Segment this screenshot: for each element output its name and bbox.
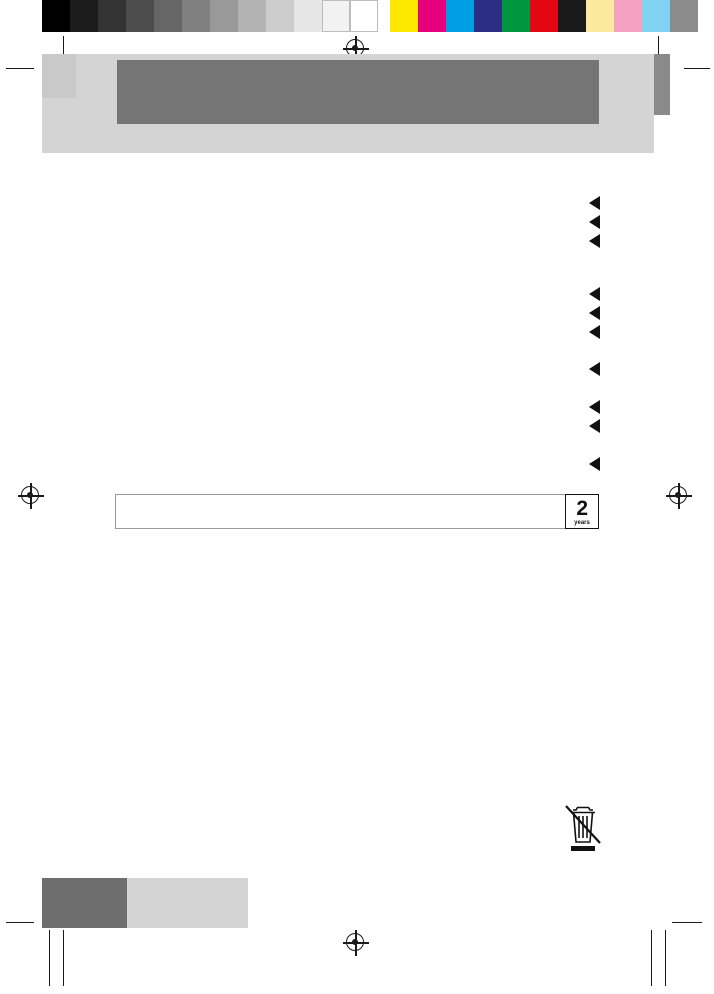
warranty-badge	[565, 494, 599, 529]
color-swatch	[502, 0, 530, 32]
registration-center-dot	[675, 492, 681, 498]
warranty-badge-unit: years	[574, 519, 590, 526]
color-swatch	[670, 0, 698, 32]
strip-gap	[378, 0, 390, 32]
arrow-left-icon	[589, 215, 600, 229]
color-swatch	[238, 0, 266, 32]
arrow-left-icon	[589, 306, 600, 320]
color-swatch	[614, 0, 642, 32]
registration-mark-left	[18, 483, 44, 509]
arrow-left-icon	[589, 457, 600, 471]
registration-center-dot	[352, 45, 358, 51]
color-swatch	[558, 0, 586, 32]
color-swatch	[42, 0, 70, 32]
color-swatch	[266, 0, 294, 32]
header-tab-right	[654, 54, 670, 115]
weee-bin-icon	[563, 803, 603, 855]
color-swatch	[350, 0, 378, 32]
color-swatch	[474, 0, 502, 32]
color-swatch	[322, 0, 350, 32]
crop-mark-bottom-left-vertical	[49, 930, 50, 986]
crop-mark-bottom-right-vertical-2	[665, 930, 666, 986]
header-tab-left	[42, 54, 76, 98]
arrow-left-icon	[589, 234, 600, 248]
color-swatch	[418, 0, 446, 32]
crop-mark-bottom-right-vertical	[651, 930, 652, 986]
arrow-left-icon	[589, 362, 600, 376]
registration-mark-bottom	[343, 930, 369, 956]
color-swatch	[154, 0, 182, 32]
registration-center-dot	[27, 492, 33, 498]
color-swatch	[98, 0, 126, 32]
color-swatch	[70, 0, 98, 32]
color-calibration-strip	[42, 0, 698, 32]
arrow-left-icon	[589, 419, 600, 433]
color-swatch	[642, 0, 670, 32]
color-swatch	[126, 0, 154, 32]
crop-mark-bottom-left-vertical-2	[63, 930, 64, 986]
registration-center-dot	[352, 939, 358, 945]
header-title-block	[117, 60, 599, 124]
color-swatch	[586, 0, 614, 32]
color-swatch	[390, 0, 418, 32]
arrow-left-icon	[589, 287, 600, 301]
arrow-left-icon	[589, 196, 600, 210]
crop-mark-left-bottom-horizontal	[6, 922, 34, 923]
arrow-left-icon	[589, 400, 600, 414]
warranty-badge-number: 2	[576, 496, 588, 520]
crop-mark-left-top-horizontal	[6, 68, 34, 69]
footer-dark-block	[42, 878, 127, 928]
arrow-bullet-column	[586, 196, 604, 471]
color-swatch	[182, 0, 210, 32]
warranty-box	[115, 494, 599, 529]
color-swatch	[294, 0, 322, 32]
arrow-left-icon	[589, 325, 600, 339]
color-swatch	[210, 0, 238, 32]
crop-mark-right-bottom-horizontal	[672, 922, 702, 923]
color-swatch	[530, 0, 558, 32]
footer-light-block	[127, 878, 248, 928]
crop-mark-right-top-horizontal	[684, 68, 710, 69]
registration-mark-right	[666, 483, 692, 509]
color-swatch	[446, 0, 474, 32]
